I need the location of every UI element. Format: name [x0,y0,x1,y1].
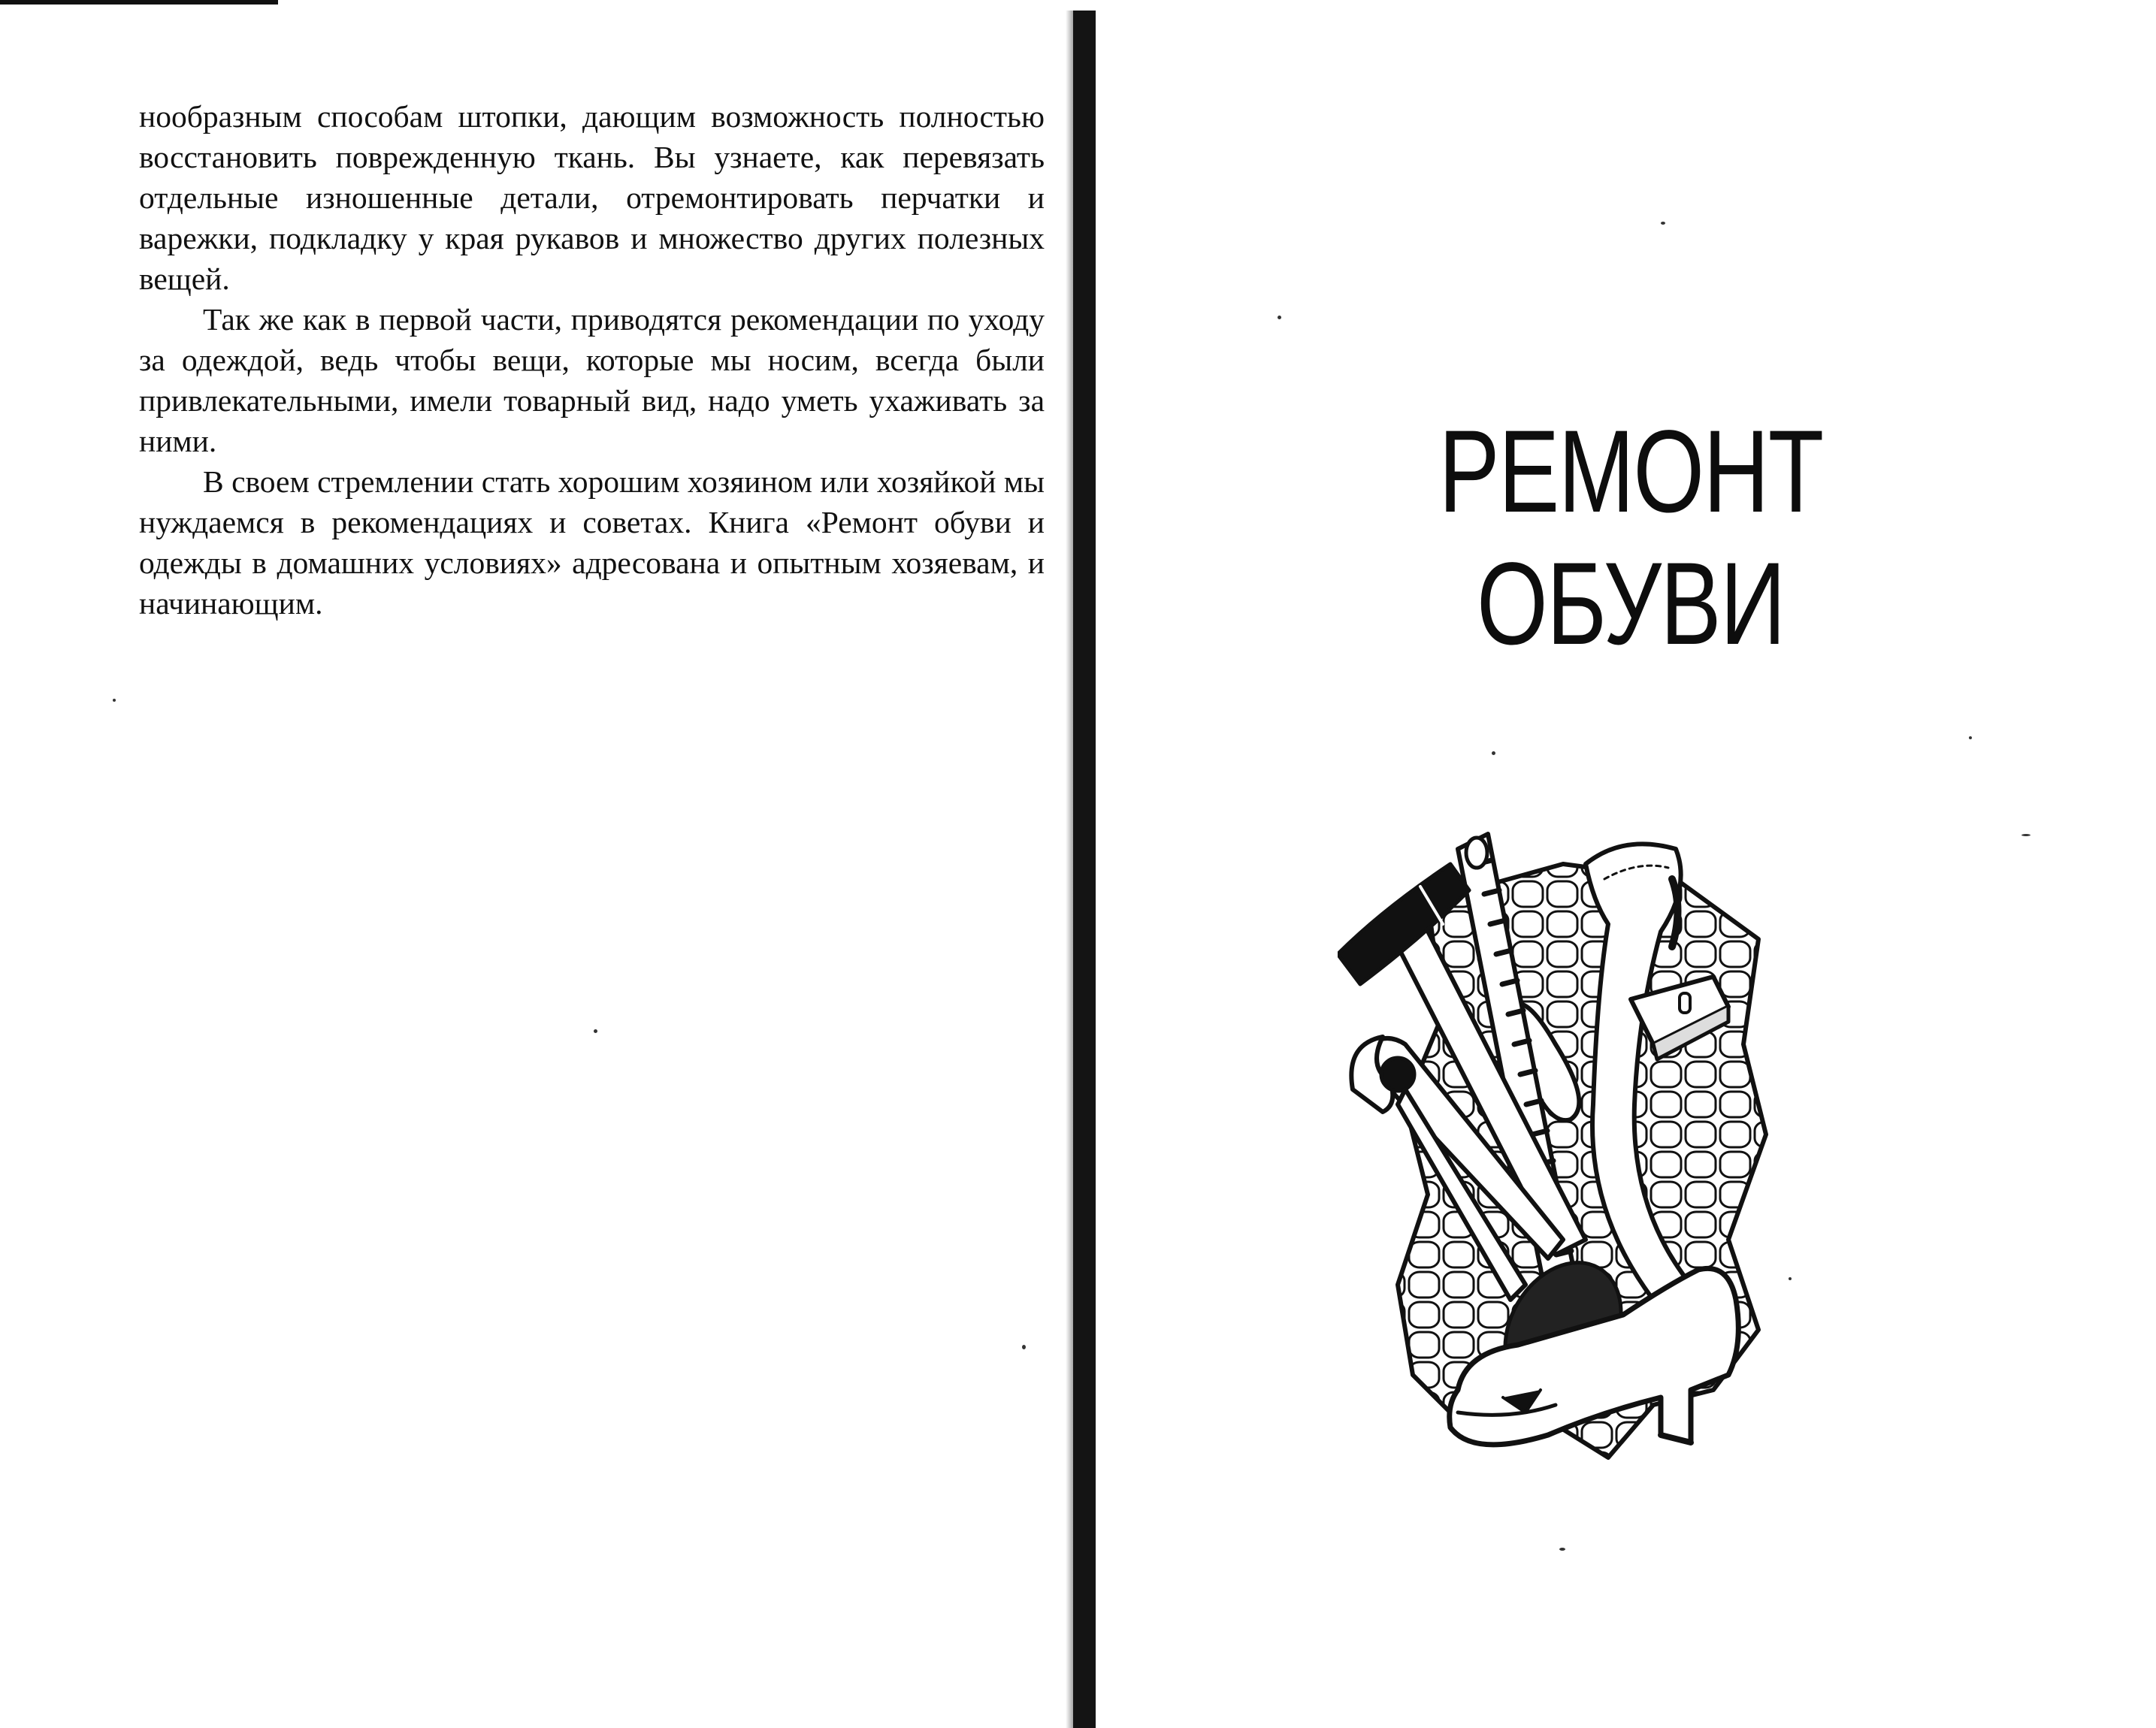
scan-speck [1559,1548,1565,1551]
scan-speck [594,1029,597,1033]
scan-speck [1492,751,1495,755]
scan-speck [1661,222,1665,225]
scan-speck [1969,736,1972,739]
chapter-title [1368,406,1894,670]
paragraph-3: В своем стремлении стать хорошим хозяином или хозяйкой мы нуждаемся в рекомендациях и советах. Книга «Ремонт обуви и одежды в домашних условиях» адресована и опытным хозяевам, и начинающим. [139,464,1045,621]
paragraph-1: нообразным способам штопки, дающим возможность полностью восстановить поврежденную ткань. Вы узнаете, как перевязать отдельные изношенные детали, отремонтировать перчатки и варежки, подкладку у края рукавов и множество других полезных вещей. [139,99,1045,296]
book-spine [1073,11,1096,1728]
top-rule [0,0,278,5]
scan-speck [1789,1277,1792,1280]
scan-speck [1278,316,1281,319]
paragraph-2: Так же как в первой части, приводятся рекомендации по уходу за одеждой, ведь чтобы вещи, которые мы носим, всегда были привлекательными, имели товарный вид, надо уметь ухаживать за ними. [139,302,1045,458]
spine-shadow [1066,11,1073,1728]
left-page-text [139,96,1045,624]
title-line-1: РЕМОНТ [1438,406,1823,537]
title-line-2: ОБУВИ [1477,539,1785,669]
scan-speck [1022,1345,1026,1349]
scan-speck [113,699,116,702]
scan-speck [2021,834,2031,836]
shoe-repair-tools-illustration-icon [1338,819,1804,1473]
